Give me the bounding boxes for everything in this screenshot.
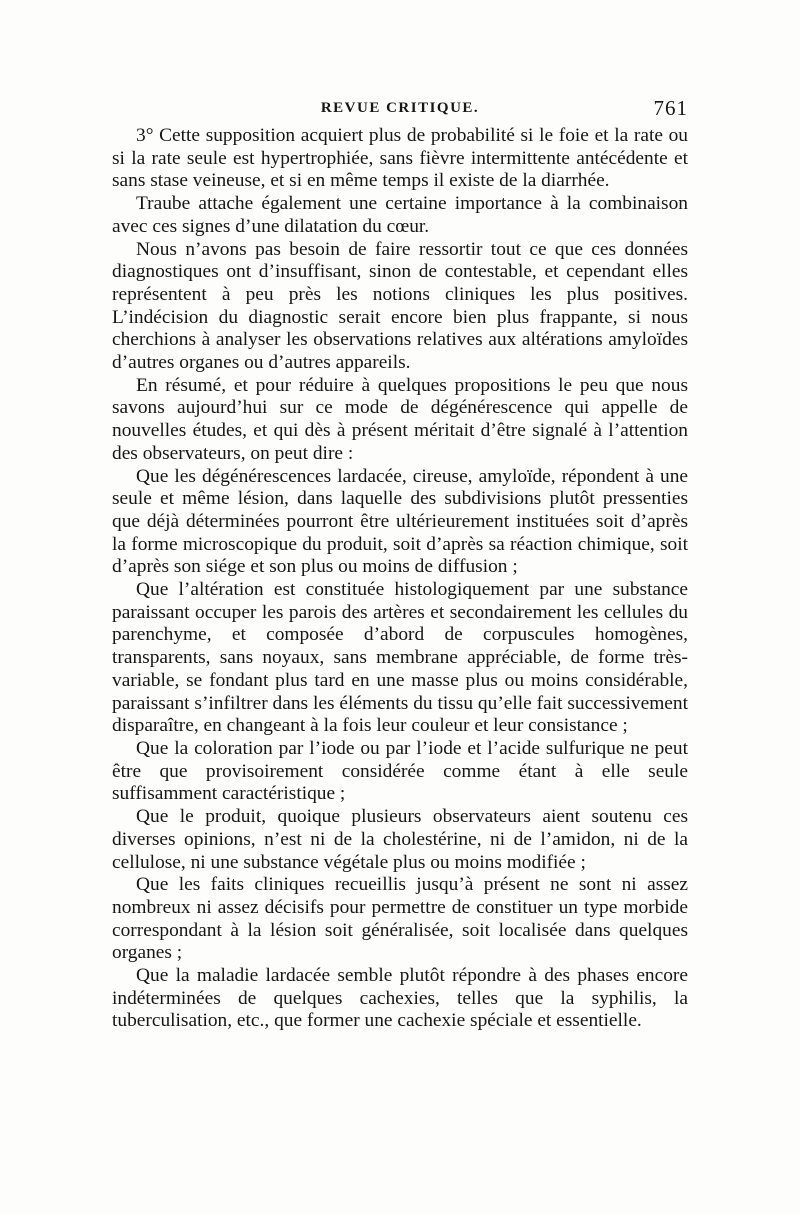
paragraph: Que l’altération est constituée histologiquement par une substance paraissant occuper les parois des artères et secondairement les cellules du parenchyme, et composée d’abord de corpuscules homogènes, transparents, sans noyaux, sans membrane appréciable, de forme très-variable, se fondant plus tard en une masse plus ou moins considérable, paraissant s’infiltrer dans les éléments du tissu qu’elle fait successivement disparaître, en changeant à la fois leur couleur et leur consistance ; xyxy=(112,579,688,737)
paragraph: Nous n’avons pas besoin de faire ressortir tout ce que ces données diagnostiques ont d’insuffisant, sinon de contestable, et cependant elles représentent à peu près les notions cliniques les plus positives. L’indécision du diagnostic serait encore bien plus frappante, si nous cherchions à analyser les observations relatives aux altérations amyloïdes d’autres organes ou d’autres appareils. xyxy=(112,238,688,374)
paragraph: Que les dégénérescences lardacée, cireuse, amyloïde, répondent à une seule et même lésion, dans laquelle des subdivisions plutôt pressenties que déjà déterminées pourront être ultérieurement instituées soit d’après la forme microscopique du produit, soit d’après sa réaction chimique, soit d’après son siége et son plus ou moins de diffusion ; xyxy=(112,465,688,578)
paragraph: Que le produit, quoique plusieurs observateurs aient soutenu ces diverses opinions, n’est ni de la cholestérine, ni de l’amidon, ni de la cellulose, ni une substance végétale plus ou moins modifiée ; xyxy=(112,806,688,873)
paragraph: En résumé, et pour réduire à quelques propositions le peu que nous savons aujourd’hui sur ce mode de dégénérescence qui appelle de nouvelles études, et qui dès à présent méritait d’être signalé à l’attention des observateurs, on peut dire : xyxy=(112,374,688,464)
body-text xyxy=(112,125,688,1033)
paragraph: Traube attache également une certaine importance à la combinaison avec ces signes d’une dilatation du cœur. xyxy=(112,193,688,237)
running-title: REVUE CRITIQUE. xyxy=(320,100,480,116)
running-head xyxy=(112,96,688,122)
page-number: 761 xyxy=(653,96,688,120)
paragraph: Que la maladie lardacée semble plutôt répondre à des phases encore indéterminées de quelques cachexies, telles que la syphilis, la tuberculisation, etc., que former une cachexie spéciale et essentielle. xyxy=(112,965,688,1032)
paragraph: 3° Cette supposition acquiert plus de probabilité si le foie et la rate ou si la rate seule est hypertrophiée, sans fièvre intermittente antécédente et sans stase veineuse, et si en même temps il existe de la diarrhée. xyxy=(112,125,688,192)
paragraph: Que les faits cliniques recueillis jusqu’à présent ne sont ni assez nombreux ni assez décisifs pour permettre de constituer un type morbide correspondant à la lésion soit généralisée, soit localisée dans quelques organes ; xyxy=(112,874,688,964)
paragraph: Que la coloration par l’iode ou par l’iode et l’acide sulfurique ne peut être que provisoirement considérée comme étant à elle seule suffisamment caractéristique ; xyxy=(112,737,688,805)
